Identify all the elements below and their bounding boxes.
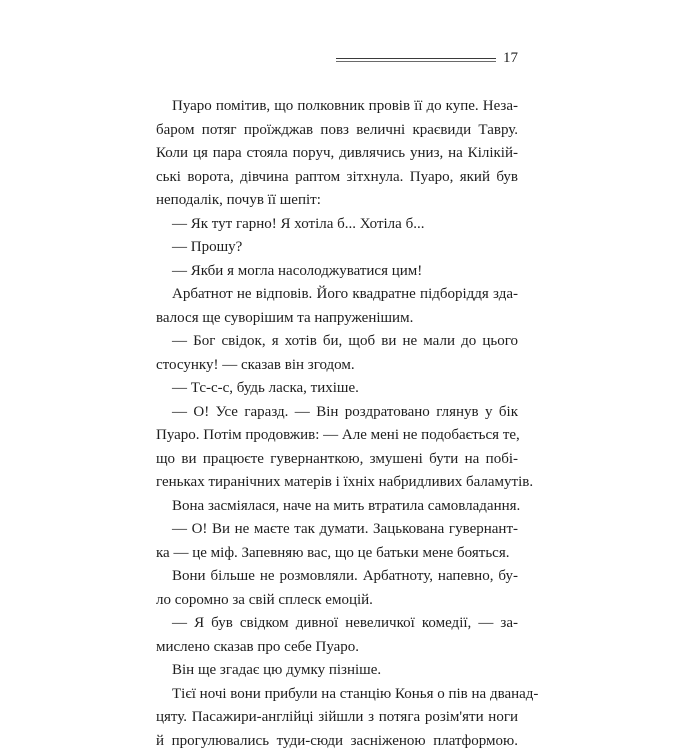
text-line: — О! Ви не маєте так думати. Зацькована гувернант- (156, 518, 518, 542)
text-line: — Прошу? (156, 236, 518, 260)
text-line: й прогулювались туди-сюди засніженою платформою. (156, 730, 518, 753)
text-line: — Я був свідком дивної невеличкої комедії, — за- (156, 612, 518, 636)
text-line: валося ще суворішим та напруженішим. (156, 307, 518, 331)
text-line: Вона засміялася, наче на мить втратила самовладання. (156, 495, 518, 519)
header-rule-secondary (336, 61, 496, 62)
text-line: стосунку! — сказав він згодом. (156, 354, 518, 378)
text-line: цяту. Пасажири-англійці зійшли з потяга розім'яти ноги (156, 706, 518, 730)
text-line: Пуаро помітив, що полковник провів її до купе. Неза- (156, 95, 518, 119)
header-rule (336, 58, 496, 59)
text-line: Він ще згадає цю думку пізніше. (156, 659, 518, 683)
text-line: — Як тут гарно! Я хотіла б... Хотіла б... (156, 213, 518, 237)
page-number: 17 (503, 48, 518, 68)
text-line: геньках тиранічних матерів і їхніх набридливих баламутів. (156, 471, 518, 495)
text-line: ка — це міф. Запевняю вас, що це батьки мене бояться. (156, 542, 518, 566)
running-header (336, 46, 518, 74)
text-line: — Бог свідок, я хотів би, щоб ви не мали до цього (156, 330, 518, 354)
text-line: — Якби я могла насолоджуватися цим! (156, 260, 518, 284)
text-line: неподалік, почув її шепіт: (156, 189, 518, 213)
text-line: баром потяг проїжджав повз величні краєвиди Тавру. (156, 119, 518, 143)
text-line: що ви працюєте гувернанткою, змушені бути на побі- (156, 448, 518, 472)
text-line: мислено сказав про себе Пуаро. (156, 636, 518, 660)
text-line: — О! Усе гаразд. — Він роздратовано глянув у бік (156, 401, 518, 425)
text-line: — Тс-с-с, будь ласка, тихіше. (156, 377, 518, 401)
text-line: Коли ця пара стояла поруч, дивлячись униз, на Кілікій- (156, 142, 518, 166)
text-line: ські ворота, дівчина раптом зітхнула. Пуаро, який був (156, 166, 518, 190)
text-line: Вони більше не розмовляли. Арбатноту, напевно, бу- (156, 565, 518, 589)
text-line: Тієї ночі вони прибули на станцію Конья о пів на дванад- (156, 683, 518, 707)
text-line: Арбатнот не відповів. Його квадратне підборіддя зда- (156, 283, 518, 307)
body-text (156, 95, 518, 753)
text-line: ло соромно за свій сплеск емоцій. (156, 589, 518, 613)
text-line: Пуаро. Потім продовжив: — Але мені не подобається те, (156, 424, 518, 448)
